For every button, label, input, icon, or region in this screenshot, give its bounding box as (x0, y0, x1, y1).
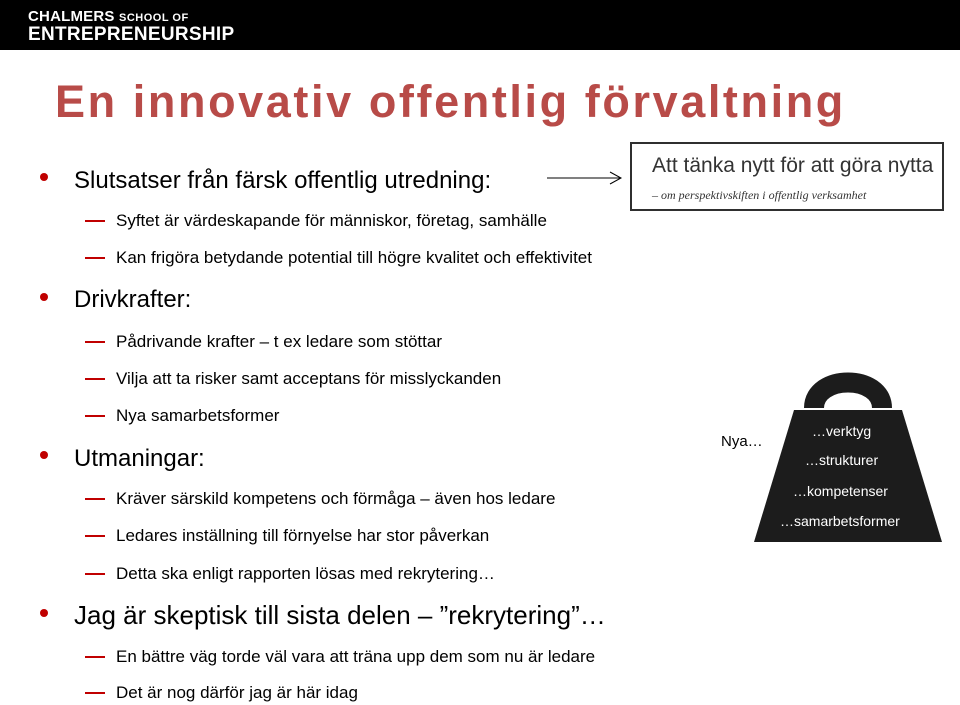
dash-icon (85, 378, 105, 380)
weight-prefix: Nya… (721, 433, 763, 450)
weight-line: …verktyg (812, 423, 872, 439)
logo-chalmers: CHALMERS (28, 8, 115, 25)
report-title: Att tänka nytt för att göra nytta (652, 154, 934, 177)
dash-icon (85, 220, 105, 222)
sub-bullet-text: Kräver särskild kompetens och förmåga – även hos ledare (116, 489, 556, 508)
weight-line: …strukturer (805, 452, 879, 468)
bullet-icon (40, 293, 48, 301)
sub-bullet-text: En bättre väg torde väl vara att träna upp dem som nu är ledare (116, 647, 596, 666)
bullet-text: Slutsatser från färsk offentlig utredning: (74, 167, 492, 194)
sub-bullet-text: Syftet är värdeskapande för människor, företag, samhälle (116, 211, 547, 230)
slide-title: En innovativ offentlig förvaltning (55, 76, 846, 127)
sub-bullet-text: Ledares inställning till förnyelse har stor påverkan (116, 526, 490, 545)
logo-entrepreneurship: ENTREPRENEURSHIP (28, 24, 235, 45)
bullet-text: Drivkrafter: (74, 286, 192, 313)
report-subtitle: – om perspektivskiften i offentlig verksamhet (652, 188, 867, 202)
sub-bullet-text: Det är nog därför jag är här idag (116, 683, 358, 702)
dash-icon (85, 415, 105, 417)
sub-bullet-text: Nya samarbetsformer (116, 406, 280, 425)
dash-icon (85, 535, 105, 537)
chalmers-logo (28, 9, 234, 44)
dash-icon (85, 573, 105, 575)
sub-bullet-text: Detta ska enligt rapporten lösas med rekrytering… (116, 564, 495, 583)
bullet-text: Utmaningar: (74, 445, 205, 472)
dash-icon (85, 498, 105, 500)
weight-line: …samarbetsformer (780, 513, 900, 529)
bullet-text: Jag är skeptisk till sista delen – ”rekrytering”… (74, 600, 606, 630)
sub-bullet-text: Pådrivande krafter – t ex ledare som stöttar (116, 332, 442, 351)
weight-line: …kompetenser (793, 483, 888, 499)
sub-bullet-text: Kan frigöra betydande potential till högre kvalitet och effektivitet (116, 248, 592, 267)
bullet-icon (40, 451, 48, 459)
logo-school-of: SCHOOL OF (118, 12, 189, 24)
header-bar (0, 0, 960, 50)
bullet-icon (40, 173, 48, 181)
arrow-right-icon (547, 171, 623, 185)
dash-icon (85, 341, 105, 343)
report-cover (630, 142, 944, 211)
dash-icon (85, 257, 105, 259)
dash-icon (85, 656, 105, 658)
sub-bullet-text: Vilja att ta risker samt acceptans för misslyckanden (116, 369, 502, 388)
bullet-icon (40, 609, 48, 617)
dash-icon (85, 692, 105, 694)
